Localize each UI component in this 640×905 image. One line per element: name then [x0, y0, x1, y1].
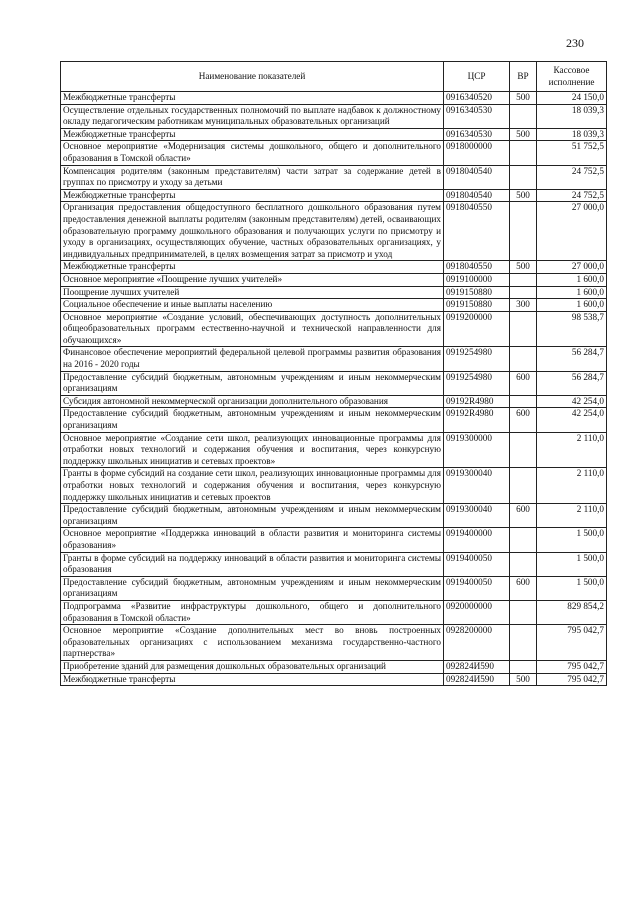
cell-sum: 24 752,5 — [537, 165, 607, 189]
cell-sum: 42 254,0 — [537, 408, 607, 432]
cell-csr: 092824И590 — [444, 660, 510, 673]
cell-sum: 18 039,3 — [537, 104, 607, 128]
cell-vr: 600 — [510, 371, 537, 395]
table-row — [61, 311, 607, 347]
cell-csr: 0928200000 — [444, 625, 510, 661]
cell-sum: 24 150,0 — [537, 92, 607, 105]
cell-vr — [510, 552, 537, 576]
cell-vr: 600 — [510, 408, 537, 432]
cell-sum: 42 254,0 — [537, 395, 607, 408]
table-row — [61, 395, 607, 408]
table-body — [61, 92, 607, 686]
cell-csr: 0916340530 — [444, 128, 510, 141]
cell-vr: 500 — [510, 189, 537, 202]
header-vr: ВР — [510, 62, 537, 92]
table-row — [61, 189, 607, 202]
cell-name: Подпрограмма «Развитие инфраструктуры дошкольного, общего и дополнительного образования в Томской области» — [61, 600, 444, 624]
cell-csr: 0919300040 — [444, 468, 510, 504]
table-row — [61, 286, 607, 299]
cell-vr — [510, 141, 537, 165]
cell-name: Предоставление субсидий бюджетным, автономным учреждениям и иным некоммерческим организациям — [61, 504, 444, 528]
table-row — [61, 468, 607, 504]
cell-name: Межбюджетные трансферты — [61, 128, 444, 141]
cell-vr: 600 — [510, 504, 537, 528]
cell-sum: 98 538,7 — [537, 311, 607, 347]
cell-csr: 0918040540 — [444, 189, 510, 202]
cell-csr: 0919300000 — [444, 432, 510, 468]
cell-vr — [510, 286, 537, 299]
cell-sum: 27 000,0 — [537, 261, 607, 274]
cell-csr: 0919150880 — [444, 286, 510, 299]
table-row — [61, 104, 607, 128]
cell-name: Межбюджетные трансферты — [61, 673, 444, 686]
cell-sum: 1 600,0 — [537, 273, 607, 286]
table-row — [61, 552, 607, 576]
cell-csr: 0919254980 — [444, 371, 510, 395]
cell-csr: 0919100000 — [444, 273, 510, 286]
page-number: 230 — [566, 36, 584, 50]
cell-name: Основное мероприятие «Поощрение лучших учителей» — [61, 273, 444, 286]
cell-vr — [510, 432, 537, 468]
header-name: Наименование показателей — [61, 62, 444, 92]
cell-name: Основное мероприятие «Поддержка инноваций в области развития и мониторинга системы образования» — [61, 528, 444, 552]
table-row — [61, 625, 607, 661]
table-row — [61, 371, 607, 395]
table-row — [61, 141, 607, 165]
cell-name: Основное мероприятие «Создание дополнительных мест во вновь построенных образовательных организациях с использованием механизма государственно-частного партнерства» — [61, 625, 444, 661]
cell-csr: 0919400050 — [444, 576, 510, 600]
cell-vr — [510, 660, 537, 673]
header-sum: Кассовое исполнение — [537, 62, 607, 92]
cell-name: Финансовое обеспечение мероприятий федеральной целевой программы развития образования на 2016 - 2020 годы — [61, 347, 444, 371]
budget-table — [60, 61, 607, 686]
table-row — [61, 528, 607, 552]
cell-name: Организация предоставления общедоступного бесплатного дошкольного образования путем предоставления денежной выплаты родителям (законным представителям) детей, осваивающих образовательную программу дошкольного образования и получающих услуги по присмотру и уходу в организациях, осуществляющих обучение, частных образовательных организациях, у индивидуальных предпринимателей, в целях возмещения затрат за присмотр и уход — [61, 202, 444, 261]
table-row — [61, 273, 607, 286]
table-row — [61, 261, 607, 274]
table-row — [61, 432, 607, 468]
cell-csr: 0919400000 — [444, 528, 510, 552]
cell-name: Субсидия автономной некоммерческой организации дополнительного образования — [61, 395, 444, 408]
table-row — [61, 660, 607, 673]
cell-name: Основное мероприятие «Создание сети школ, реализующих инновационные программы для отработки новых технологий и содержания обучения и воспитания, через конкурсную поддержку школьных инициатив и сетевых проектов» — [61, 432, 444, 468]
table-row — [61, 202, 607, 261]
cell-vr — [510, 165, 537, 189]
cell-name: Гранты в форме субсидий на создание сети школ, реализующих инновационные программы для отработки новых технологий и содержания обучения и воспитания, через конкурсную поддержку школьных инициатив и сетевых проектов — [61, 468, 444, 504]
header-csr: ЦСР — [444, 62, 510, 92]
cell-csr: 0919254980 — [444, 347, 510, 371]
table-row — [61, 408, 607, 432]
cell-csr: 0918040550 — [444, 202, 510, 261]
cell-name: Предоставление субсидий бюджетным, автономным учреждениям и иным некоммерческим организациям — [61, 371, 444, 395]
cell-name: Осуществление отдельных государственных полномочий по выплате надбавок к должностному окладу педагогическим работникам муниципальных образовательных организаций — [61, 104, 444, 128]
cell-csr: 09192R4980 — [444, 395, 510, 408]
cell-sum: 1 600,0 — [537, 286, 607, 299]
cell-vr: 600 — [510, 576, 537, 600]
cell-csr: 0919200000 — [444, 311, 510, 347]
cell-vr: 500 — [510, 92, 537, 105]
table-row — [61, 347, 607, 371]
table-header-row — [61, 62, 607, 92]
cell-vr — [510, 395, 537, 408]
table-row — [61, 128, 607, 141]
cell-vr — [510, 528, 537, 552]
cell-sum: 18 039,3 — [537, 128, 607, 141]
cell-name: Основное мероприятие «Создание условий, обеспечивающих доступность дополнительных общеобразовательных программ естественно-научной и технической направленности для обучающихся» — [61, 311, 444, 347]
cell-vr: 300 — [510, 299, 537, 312]
cell-sum: 795 042,7 — [537, 673, 607, 686]
cell-name: Межбюджетные трансферты — [61, 189, 444, 202]
cell-csr: 0919150880 — [444, 299, 510, 312]
cell-sum: 1 600,0 — [537, 299, 607, 312]
cell-csr: 0919300040 — [444, 504, 510, 528]
cell-sum: 1 500,0 — [537, 528, 607, 552]
cell-sum: 829 854,2 — [537, 600, 607, 624]
cell-vr — [510, 202, 537, 261]
table-row — [61, 504, 607, 528]
cell-vr — [510, 600, 537, 624]
cell-name: Поощрение лучших учителей — [61, 286, 444, 299]
cell-csr: 0918040550 — [444, 261, 510, 274]
cell-vr — [510, 625, 537, 661]
table-row — [61, 673, 607, 686]
cell-csr: 092824И590 — [444, 673, 510, 686]
cell-csr: 09192R4980 — [444, 408, 510, 432]
cell-name: Социальное обеспечение и иные выплаты населению — [61, 299, 444, 312]
cell-sum: 795 042,7 — [537, 660, 607, 673]
cell-sum: 27 000,0 — [537, 202, 607, 261]
cell-vr — [510, 311, 537, 347]
cell-name: Межбюджетные трансферты — [61, 261, 444, 274]
table-row — [61, 165, 607, 189]
cell-sum: 1 500,0 — [537, 552, 607, 576]
cell-name: Межбюджетные трансферты — [61, 92, 444, 105]
cell-vr: 500 — [510, 128, 537, 141]
cell-name: Гранты в форме субсидий на поддержку инноваций в области развития и мониторинга системы образования — [61, 552, 444, 576]
cell-sum: 2 110,0 — [537, 432, 607, 468]
cell-name: Приобретение зданий для размещения дошкольных образовательных организаций — [61, 660, 444, 673]
cell-csr: 0916340520 — [444, 92, 510, 105]
cell-name: Основное мероприятие «Модернизация системы дошкольного, общего и дополнительного образования в Томской области» — [61, 141, 444, 165]
cell-vr — [510, 273, 537, 286]
cell-name: Предоставление субсидий бюджетным, автономным учреждениям и иным некоммерческим организациям — [61, 408, 444, 432]
cell-vr: 500 — [510, 673, 537, 686]
cell-csr: 0918040540 — [444, 165, 510, 189]
cell-sum: 1 500,0 — [537, 576, 607, 600]
cell-vr — [510, 104, 537, 128]
cell-sum: 24 752,5 — [537, 189, 607, 202]
cell-name: Предоставление субсидий бюджетным, автономным учреждениям и иным некоммерческим организациям — [61, 576, 444, 600]
table-row — [61, 576, 607, 600]
table-row — [61, 600, 607, 624]
cell-sum: 2 110,0 — [537, 504, 607, 528]
cell-csr: 0920000000 — [444, 600, 510, 624]
cell-vr: 500 — [510, 261, 537, 274]
cell-csr: 0916340530 — [444, 104, 510, 128]
cell-sum: 795 042,7 — [537, 625, 607, 661]
table-row — [61, 299, 607, 312]
cell-vr — [510, 468, 537, 504]
cell-csr: 0918000000 — [444, 141, 510, 165]
cell-sum: 2 110,0 — [537, 468, 607, 504]
cell-vr — [510, 347, 537, 371]
cell-sum: 56 284,7 — [537, 371, 607, 395]
cell-csr: 0919400050 — [444, 552, 510, 576]
cell-sum: 56 284,7 — [537, 347, 607, 371]
table-row — [61, 92, 607, 105]
cell-sum: 51 752,5 — [537, 141, 607, 165]
cell-name: Компенсация родителям (законным представителям) части затрат за содержание детей в группах по присмотру и уходу за детьми — [61, 165, 444, 189]
